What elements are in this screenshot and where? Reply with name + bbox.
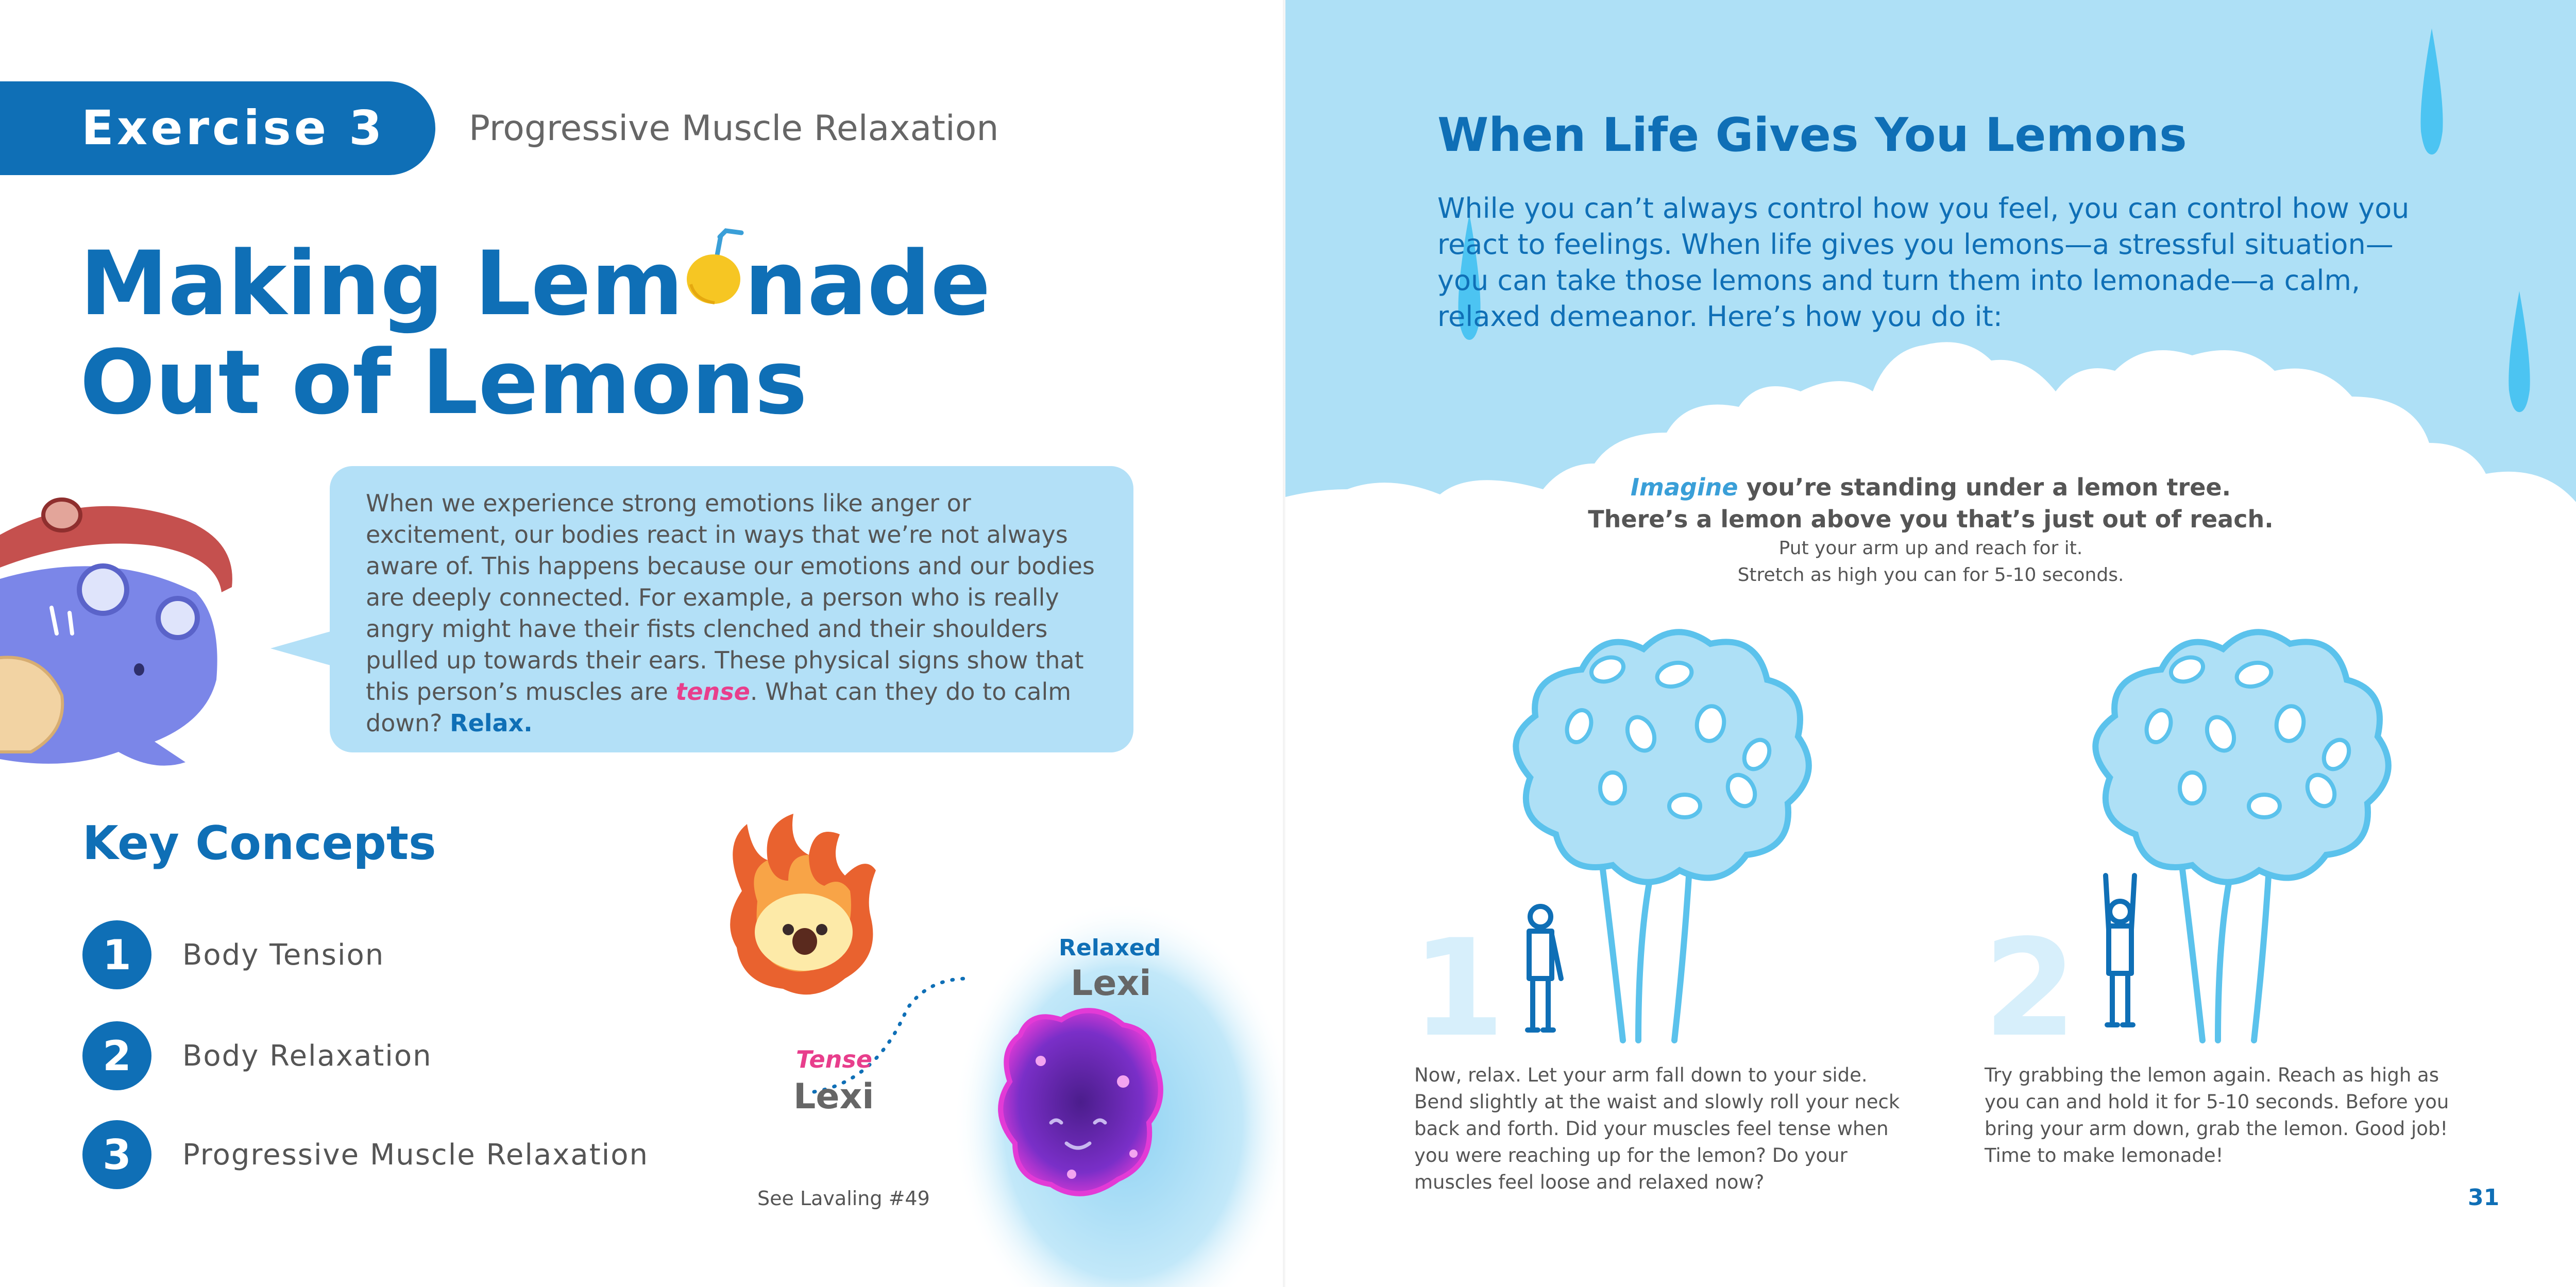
imagine-instructions (1285, 471, 2576, 589)
page-title (80, 234, 991, 432)
bubble-text-b: . What can they do to calm down? (366, 678, 1072, 737)
section-heading: When Life Gives You Lemons (1437, 108, 2187, 162)
step-text: Try grabbing the lemon again. Reach as high as you can and hold it for 5-10 seconds. Before you bring your arm down, grab the lemon. Good job! Time to make lemonade! (1985, 1064, 2449, 1166)
key-concept-item (82, 1021, 432, 1090)
relax-emphasis: Relax. (450, 709, 533, 737)
exercise-subtitle: Progressive Muscle Relaxation (469, 108, 999, 149)
speech-bubble-tail (270, 631, 332, 666)
title-line2: Out of Lemons (80, 331, 808, 434)
speech-bubble (330, 466, 1133, 752)
number-badge: 1 (82, 920, 151, 989)
step-text: Now, relax. Let your arm fall down to your side. Bend slightly at the waist and slowly roll your neck back and forth. Did your muscles feel tense when you were reaching up for the lemon? Do your muscles feel loose and relaxed now? (1414, 1064, 1900, 1193)
step-number: 1 (1412, 911, 1505, 1067)
number-badge: 3 (82, 1120, 151, 1189)
imagine-line2: There’s a lemon above you that’s just out of reach. (1588, 505, 2274, 533)
reference-note: See Lavaling #49 (757, 1187, 930, 1210)
key-concept-item (82, 1120, 649, 1189)
tense-lexi-flame-character (730, 814, 876, 994)
key-concept-label: Body Tension (182, 938, 385, 972)
lemon-tree-illustration (2048, 618, 2470, 1051)
intro-paragraph: While you can’t always control how you feel, you can control how you react to feelings. When life gives you lemons—a stressful situation—you can take those lemons and turn them into lemonade—a calm, relaxed demeanor. Here’s how you do it: (1437, 192, 2410, 333)
lemon-tree-illustration (1468, 618, 1891, 1051)
bubble-text-a: When we experience strong emotions like anger or excitement, our bodies react in ways that we’re not always aware of. This happens because our emotions and our bodies are deeply connected. For example, a person who is really angry might have their fists clenched and their shoulders pulled up towards their ears. These physical signs show that this person’s muscles are (366, 489, 1095, 706)
imagine-line3: Put your arm up and reach for it. (1778, 538, 2083, 559)
imagine-line1 (1285, 471, 2576, 503)
title-line1-b: nade (744, 232, 991, 335)
whale-mascot-illustration (0, 464, 268, 783)
title-line1-a: Making Lem (80, 232, 684, 335)
relaxed-lexi-character (1001, 1010, 1161, 1194)
key-concept-label: Progressive Muscle Relaxation (182, 1138, 649, 1172)
key-concepts-title: Key Concepts (82, 816, 436, 870)
bubble-text (366, 488, 1097, 739)
exercise-label: Exercise 3 (81, 100, 385, 156)
lemon-with-straw-icon (684, 253, 744, 314)
number-badge: 2 (82, 1021, 151, 1090)
water-drop-icon (2506, 291, 2532, 415)
page-number: 31 (2468, 1185, 2500, 1211)
imagine-line1-rest: you’re standing under a lemon tree. (1738, 473, 2231, 501)
tense-emphasis: tense (675, 678, 750, 706)
standing-person-figure (1528, 906, 1561, 1030)
reaching-person-figure (2106, 876, 2134, 1025)
imagine-line4: Stretch as high you can for 5-10 seconds. (1737, 564, 2124, 586)
key-concept-label: Body Relaxation (182, 1039, 432, 1073)
tense-label: Tense (796, 1045, 872, 1073)
relaxed-label: Relaxed (1059, 935, 1161, 961)
imagine-emphasis: Imagine (1630, 473, 1738, 501)
relaxed-lexi-name: Lexi (1071, 963, 1151, 1004)
exercise-badge (0, 81, 435, 175)
step-number: 2 (1984, 911, 2077, 1067)
key-concept-item (82, 920, 384, 989)
left-page (0, 0, 1285, 1287)
water-drop-icon (2419, 28, 2445, 157)
right-page (1285, 0, 2576, 1287)
tense-lexi-name: Lexi (793, 1076, 874, 1117)
dotted-connector (814, 979, 969, 1092)
